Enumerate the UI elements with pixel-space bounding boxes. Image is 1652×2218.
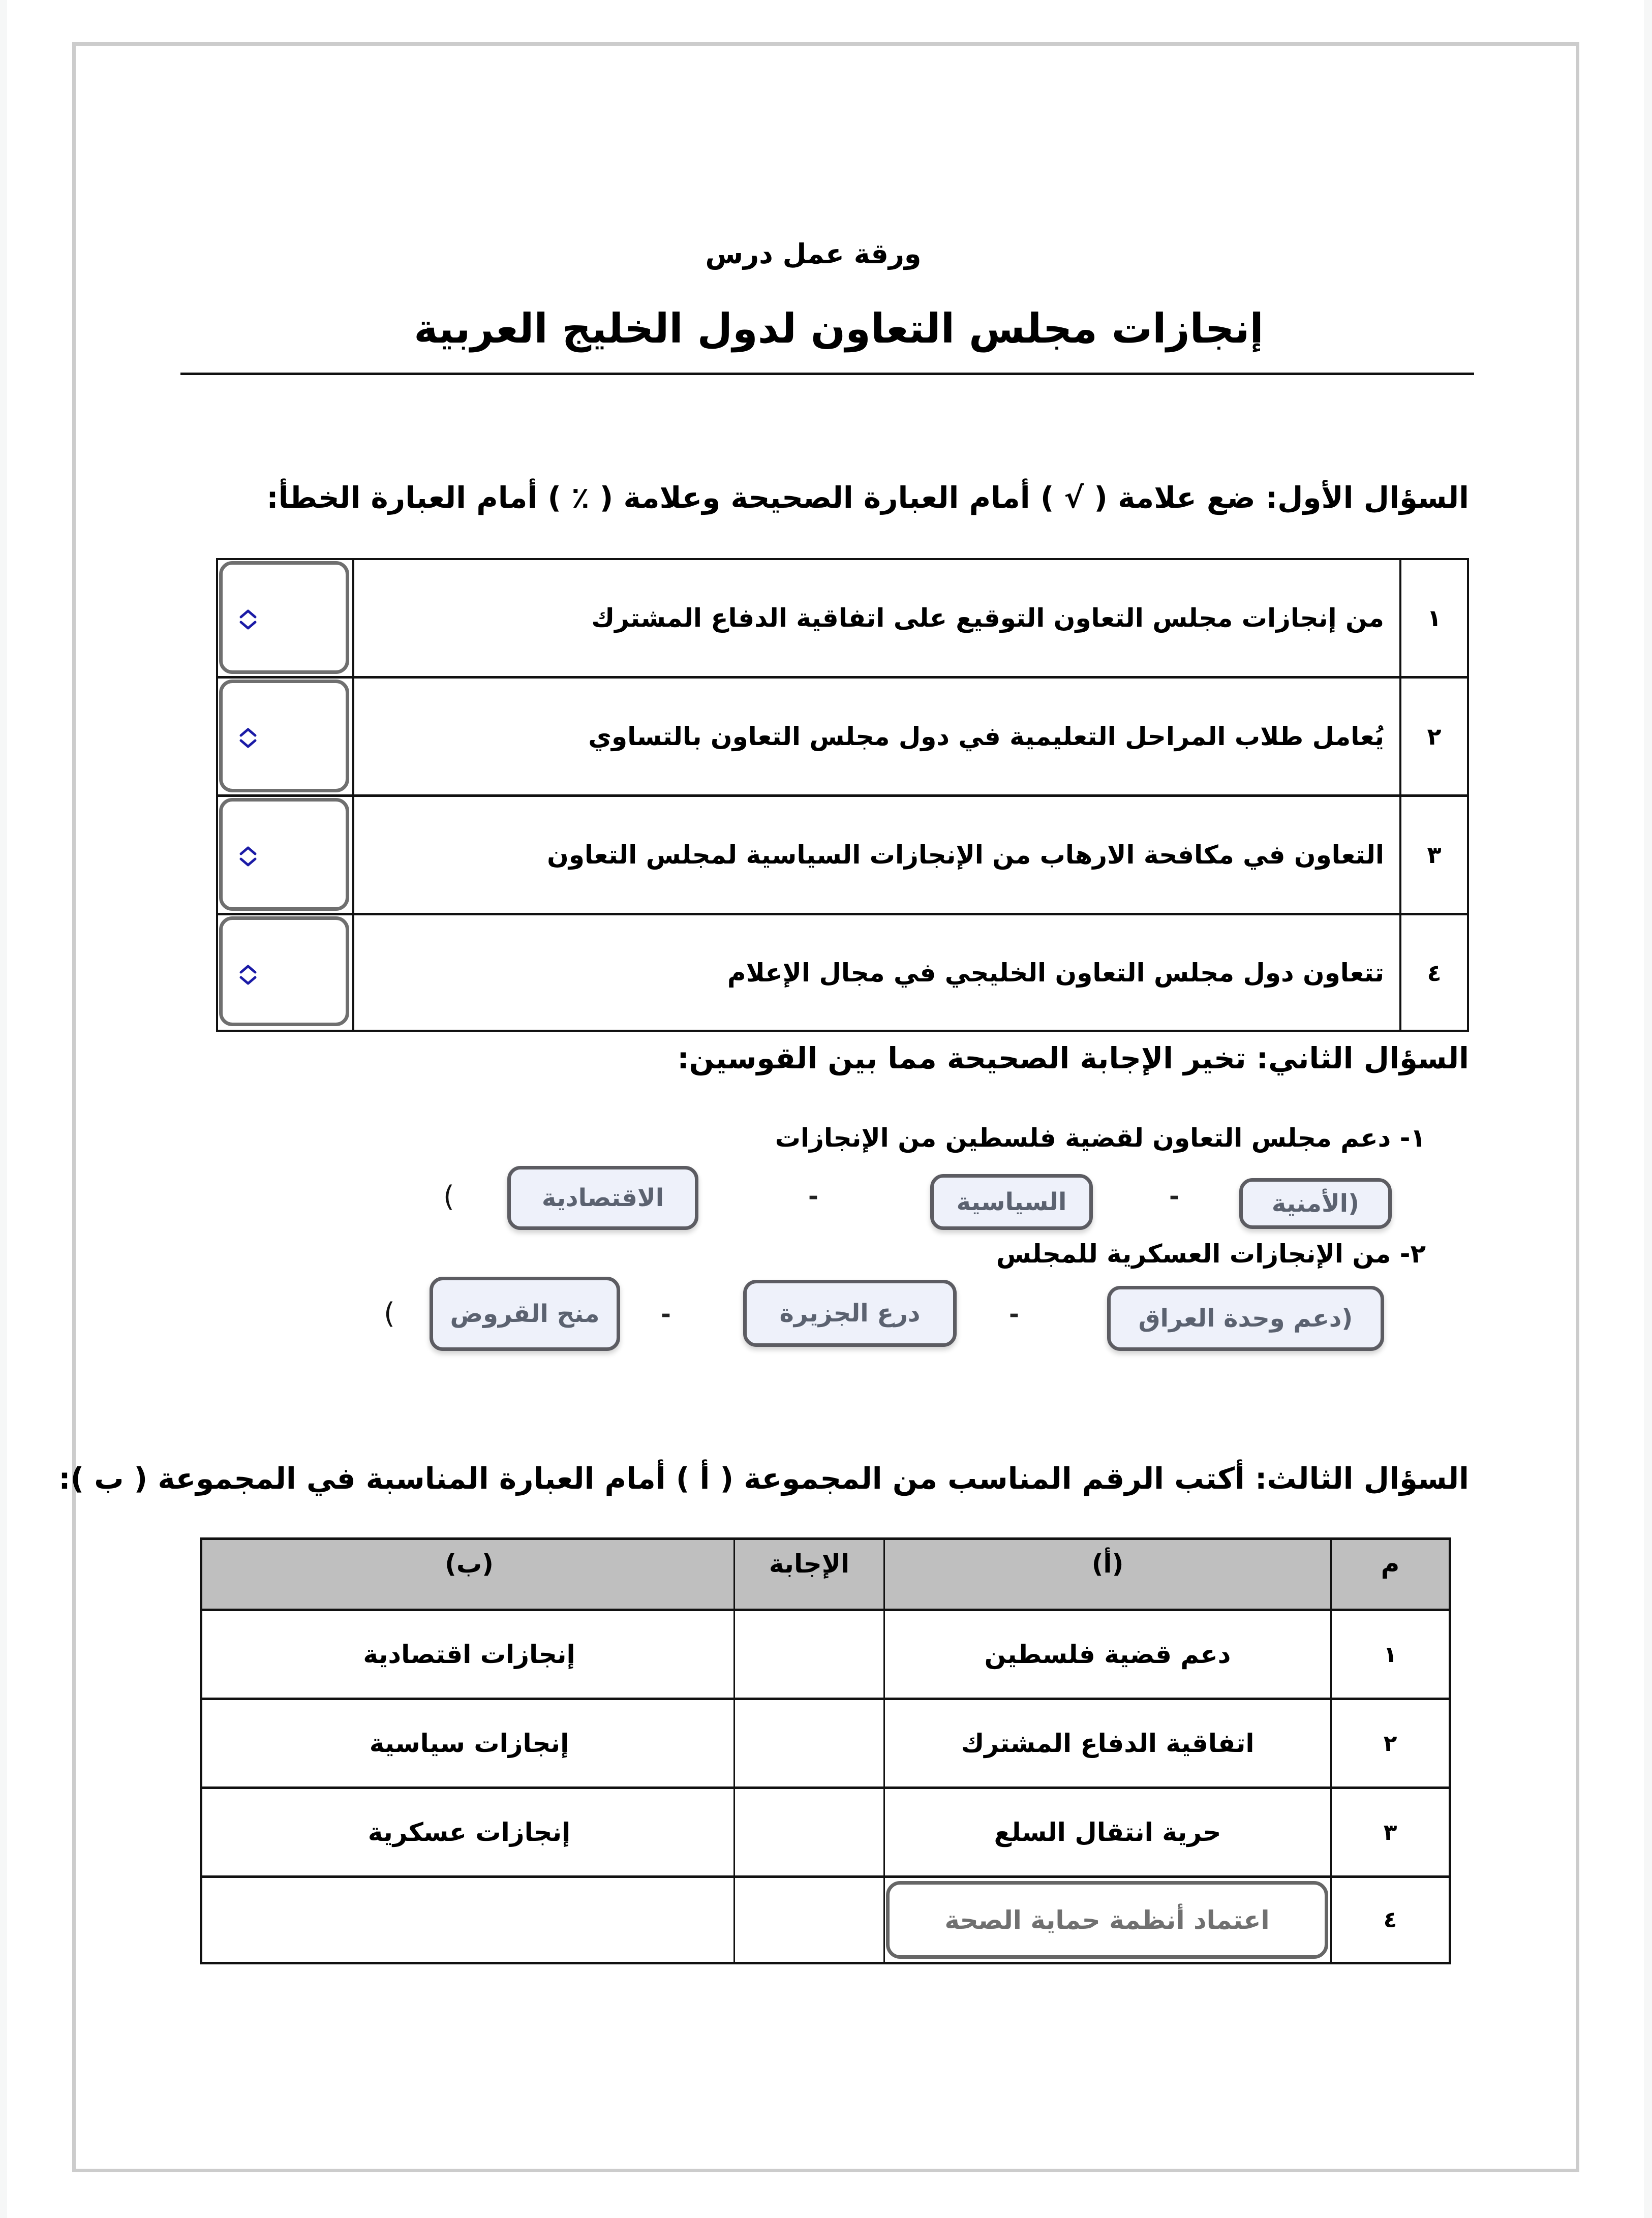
option-economic[interactable]: الاقتصادية (507, 1166, 698, 1230)
row-number: ٤ (1330, 1878, 1449, 1962)
answer-cell (218, 560, 354, 676)
true-false-select[interactable] (219, 680, 349, 792)
question-2-item-1-prompt: ١- دعم مجلس التعاون لقضية فلسطين من الإنجازات (775, 1123, 1426, 1153)
option-separator: - (1169, 1182, 1179, 1211)
answer-cell (218, 915, 354, 1030)
table-row (202, 1700, 1449, 1789)
statement-text: يُعامل طلاب المراحل التعليمية في دول مجلس التعاون بالتساوي (588, 722, 1384, 751)
question-1-table (216, 558, 1469, 1032)
row-number: ٤ (1399, 915, 1467, 1030)
group-a-item: دعم قضية فلسطين (883, 1611, 1330, 1698)
group-a-item: حرية انتقال السلع (883, 1789, 1330, 1875)
group-a-cell (883, 1878, 1330, 1962)
statement-text: من إنجازات مجلس التعاون التوقيع على اتفاقية الدفاع المشترك (591, 603, 1384, 633)
question-2-heading: السؤال الثاني: تخير الإجابة الصحيحة مما بين القوسين: (677, 1041, 1469, 1075)
answer-cell[interactable] (733, 1878, 883, 1962)
up-down-chevron-icon (238, 845, 258, 868)
row-number: ٣ (1399, 797, 1467, 913)
column-header-group-b: (ب) (445, 1549, 494, 1579)
table-row (218, 915, 1467, 1030)
option-separator: - (661, 1300, 671, 1329)
option-security[interactable]: (الأمنية (1239, 1178, 1392, 1229)
question-1-heading: السؤال الأول: ضع علامة ( √ ) أمام العبارة الصحيحة وعلامة ( ٪ ) أمام العبارة الخطأ: (266, 480, 1469, 515)
column-header-number: م (1330, 1540, 1449, 1609)
close-parenthesis: ) (443, 1180, 454, 1213)
table-row (202, 1789, 1449, 1878)
close-parenthesis: ) (384, 1297, 395, 1330)
answer-cell (218, 679, 354, 794)
group-b-item: إنجازات اقتصادية (363, 1640, 575, 1669)
option-granting-loans[interactable]: منح القروض (430, 1277, 620, 1351)
answer-cell[interactable] (733, 1700, 883, 1786)
group-b-item: إنجازات سياسية (369, 1729, 569, 1758)
row-number: ٣ (1330, 1789, 1449, 1875)
group-b-item (202, 1878, 736, 1962)
right-edge (1644, 0, 1652, 2218)
title-divider (180, 373, 1474, 375)
table-row (218, 679, 1467, 797)
column-header-group-a: (أ) (883, 1540, 1330, 1609)
option-peninsula-shield[interactable]: درع الجزيرة (743, 1280, 957, 1347)
statement-text: التعاون في مكافحة الارهاب من الإنجازات السياسية لمجلس التعاون (547, 840, 1384, 870)
group-a-text-field[interactable]: اعتماد أنظمة حماية الصحة (886, 1881, 1328, 1959)
up-down-chevron-icon (238, 608, 258, 631)
page-title: إنجازات مجلس التعاون لدول الخليج العربية (414, 305, 1264, 352)
option-separator: - (1009, 1300, 1019, 1329)
answer-cell[interactable] (733, 1789, 883, 1875)
row-number: ٢ (1399, 679, 1467, 794)
table-header-row (202, 1540, 1449, 1611)
table-row (218, 797, 1467, 915)
row-number: ٢ (1330, 1700, 1449, 1786)
true-false-select[interactable] (219, 916, 349, 1026)
answer-cell[interactable] (733, 1611, 883, 1698)
left-edge (0, 0, 7, 2218)
table-row (202, 1611, 1449, 1700)
table-row (218, 560, 1467, 679)
true-false-select[interactable] (219, 561, 349, 674)
row-number: ١ (1330, 1611, 1449, 1698)
option-political[interactable]: السياسية (930, 1174, 1093, 1230)
group-a-item: اتفاقية الدفاع المشترك (883, 1700, 1330, 1786)
up-down-chevron-icon (238, 963, 258, 987)
option-support-iraq-unity[interactable]: (دعم وحدة العراق (1107, 1286, 1384, 1351)
matching-table (200, 1537, 1451, 1964)
table-row (202, 1878, 1449, 1962)
group-b-item: إنجازات عسكرية (368, 1817, 571, 1847)
answer-cell (218, 797, 354, 913)
option-separator: - (808, 1182, 818, 1211)
up-down-chevron-icon (238, 726, 258, 750)
question-3-heading: السؤال الثالث: أكتب الرقم المناسب من المجموعة ( أ ) أمام العبارة المناسبة في المجموعة ( ب ): (58, 1461, 1469, 1496)
column-header-answer: الإجابة (733, 1540, 883, 1609)
statement-text: تتعاون دول مجلس التعاون الخليجي في مجال الإعلام (727, 958, 1384, 988)
worksheet-subtitle: ورقة عمل درس (705, 238, 922, 270)
question-2-item-2-prompt: ٢- من الإنجازات العسكرية للمجلس (996, 1239, 1426, 1269)
row-number: ١ (1399, 560, 1467, 676)
true-false-select[interactable] (219, 798, 349, 911)
